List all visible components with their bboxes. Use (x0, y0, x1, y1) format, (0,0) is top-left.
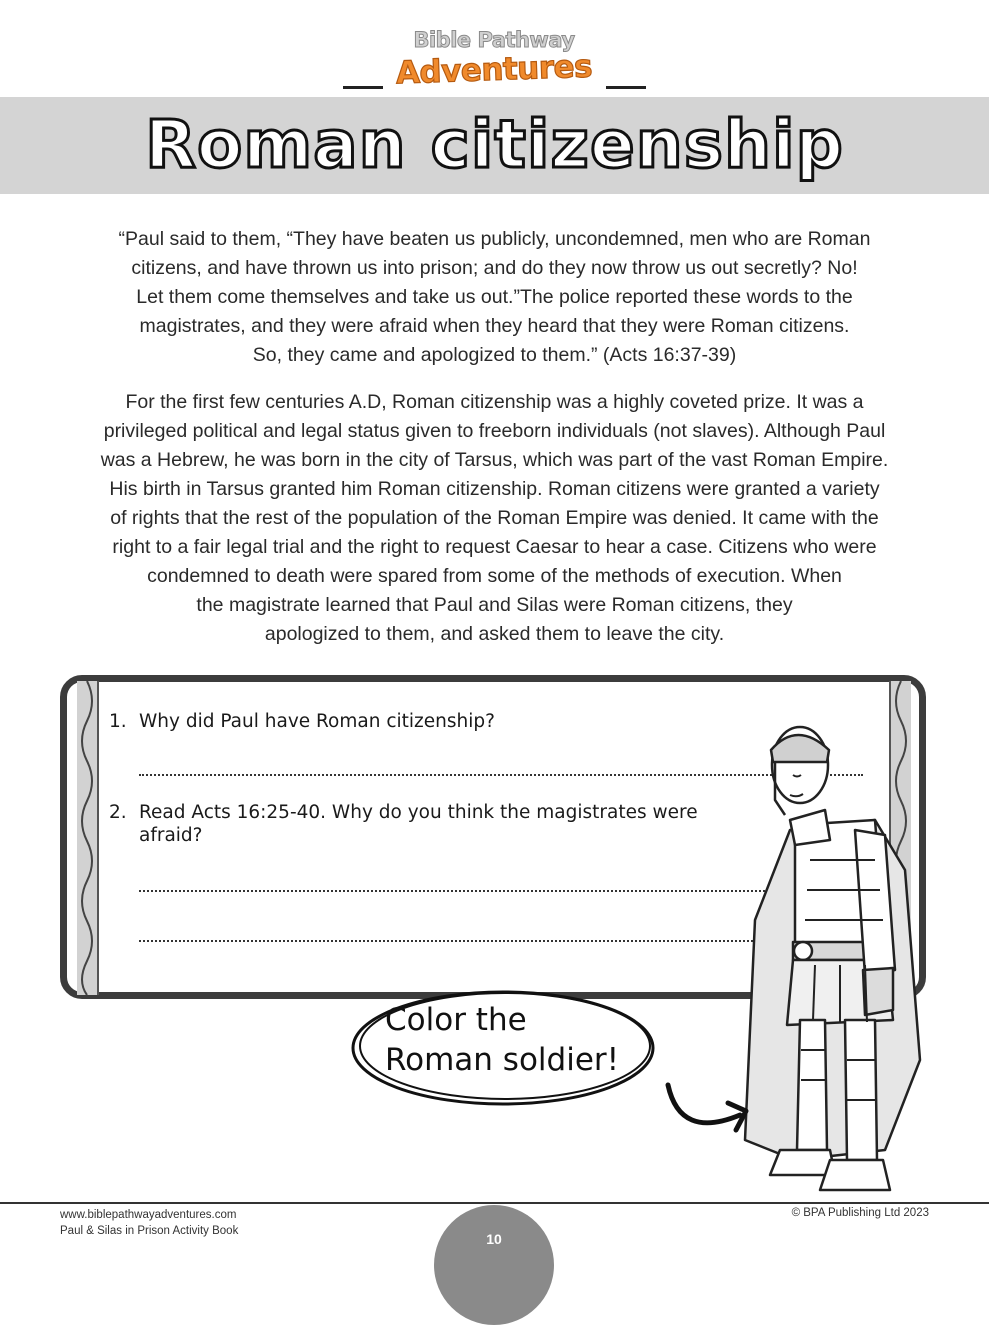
quote-line: citizens, and have thrown us into prison; and do they now throw us out secretly? No! (131, 257, 858, 279)
body-line: right to a fair legal trial and the right to request Caesar to hear a case. Citizens who were (112, 536, 877, 558)
body-line: condemned to death were spared from some of the methods of execution. When (147, 565, 842, 587)
question-1-text: Why did Paul have Roman citizenship? (139, 711, 495, 732)
scroll-edge-left (77, 681, 99, 995)
question-2-text: Read Acts 16:25-40. Why do you think the magistrates were afraid? (139, 802, 698, 846)
quote-line: magistrates, and they were afraid when they heard that they were Roman citizens. (139, 315, 850, 337)
footer-book-title: Paul & Silas in Prison Activity Book (60, 1225, 239, 1237)
bubble-text (385, 1000, 665, 1080)
logo-top-text: Bible Pathway (413, 28, 575, 52)
footer-divider (0, 1202, 989, 1204)
body-line: For the first few centuries A.D, Roman citizenship was a highly coveted prize. It was a (125, 391, 864, 413)
bubble-line-1: Color the (385, 1002, 527, 1038)
title-band (0, 97, 989, 194)
body-line: apologized to them, and asked them to leave the city. (264, 623, 725, 645)
question-2-number: 2. (109, 802, 127, 823)
logo-bottom-text: Adventures (395, 48, 593, 92)
footer-website[interactable]: www.biblepathwayadventures.com (60, 1209, 237, 1221)
logo-line-left (343, 86, 383, 89)
quote-line: So, they came and apologized to them.” (Acts 16:37-39) (252, 344, 737, 366)
logo-line-right (606, 86, 646, 89)
body-line: of rights that the rest of the population of the Roman Empire was denied. It came with the (110, 507, 879, 529)
body-line: was a Hebrew, he was born in the city of Tarsus, which was part of the vast Roman Empire. (100, 449, 889, 471)
quote-line: Let them come themselves and take us out.”The police reported these words to the (136, 286, 853, 308)
arrow-icon (660, 1075, 760, 1155)
scripture-quote (60, 225, 929, 370)
body-line: the magistrate learned that Paul and Silas were Roman citizens, they (196, 594, 793, 616)
body-line: His birth in Tarsus granted him Roman citizenship. Roman citizens were granted a variety (109, 478, 880, 500)
page-number-tab (434, 1205, 554, 1325)
quote-line: “Paul said to them, “They have beaten us publicly, uncondemned, men who are Roman (118, 228, 871, 250)
page-number: 10 (486, 1231, 502, 1247)
bubble-line-2: Roman soldier! (385, 1042, 620, 1078)
roman-soldier-illustration (735, 720, 925, 1210)
body-paragraph (60, 388, 929, 649)
answer-line-2[interactable] (139, 890, 765, 892)
logo (0, 24, 989, 94)
footer-copyright: © BPA Publishing Ltd 2023 (791, 1207, 929, 1219)
wave-left-icon (77, 681, 97, 995)
body-line: privileged political and legal status given to freeborn individuals (not slaves). Although Paul (103, 420, 886, 442)
answer-line-3[interactable] (139, 940, 765, 942)
question-1-number: 1. (109, 711, 127, 732)
page-title: Roman citizenship (145, 106, 844, 183)
footer-left (60, 1207, 238, 1239)
